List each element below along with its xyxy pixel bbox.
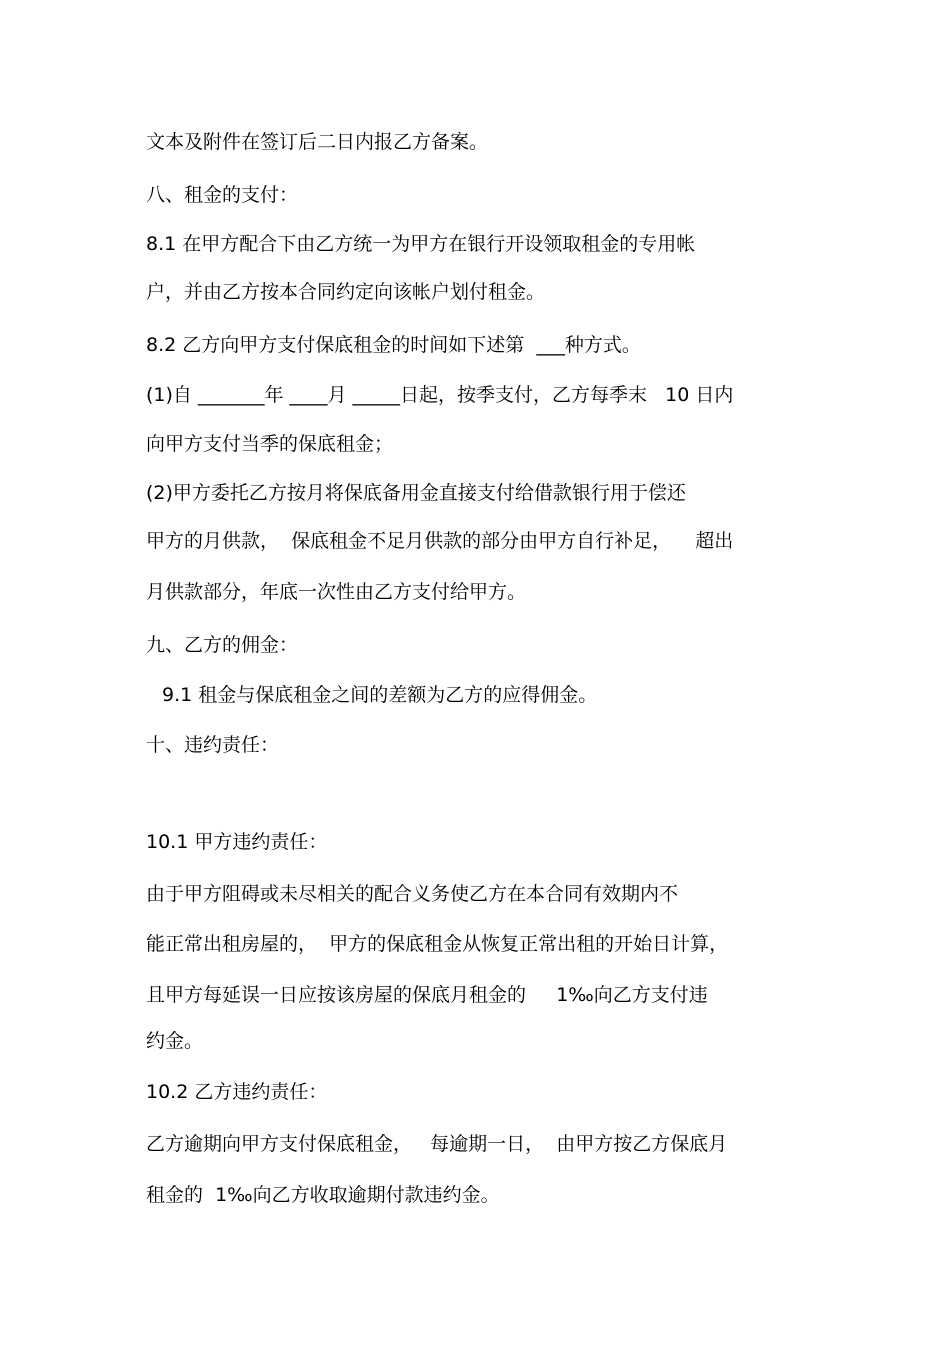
- clause-8-1: 8.1 在甲方配合下由乙方统一为甲方在银行开设领取租金的专用帐: [146, 233, 696, 255]
- text-line: 约金。: [146, 1030, 204, 1052]
- text-line: 由于甲方阻碍或未尽相关的配合义务使乙方在本合同有效期内不: [146, 883, 679, 905]
- text-line: 乙方逾期向甲方支付保底租金， 每逾期一日， 由甲方按乙方保底月: [146, 1133, 728, 1155]
- clause-8-2: 8.2 乙方向甲方支付保底租金的时间如下述第 ___种方式。: [146, 334, 641, 356]
- text-line: 能正常出租房屋的， 甲方的保底租金从恢复正常出租的开始日计算，: [146, 933, 729, 955]
- clause-10-1-heading: 10.1 甲方违约责任：: [146, 831, 328, 853]
- text-line: 文本及附件在签订后二日内报乙方备案。: [146, 131, 489, 153]
- clause-9-1: 9.1 租金与保底租金之间的差额为乙方的应得佣金。: [162, 684, 598, 706]
- text-line: 甲方的月供款， 保底租金不足月供款的部分由甲方自行补足， 超出: [146, 530, 734, 552]
- clause-10-2-heading: 10.2 乙方违约责任：: [146, 1081, 328, 1103]
- section-heading-8: 八、租金的支付：: [146, 184, 299, 206]
- text-line: 且甲方每延误一日应按该房屋的保底月租金的 1‰向乙方支付违: [146, 984, 708, 1006]
- section-heading-10: 十、违约责任：: [146, 734, 280, 756]
- text-line: 向甲方支付当季的保底租金；: [146, 433, 394, 455]
- text-line: 户，并由乙方按本合同约定向该帐户划付租金。: [146, 281, 546, 303]
- text-line: 月供款部分，年底一次性由乙方支付给甲方。: [146, 581, 527, 603]
- option-1: (1)自 _______年 ____月 _____日起，按季支付，乙方每季末 10 日内: [146, 384, 734, 406]
- section-heading-9: 九、乙方的佣金：: [146, 634, 299, 656]
- option-2: (2)甲方委托乙方按月将保底备用金直接支付给借款银行用于偿还: [146, 482, 686, 504]
- text-line: 租金的 1‰向乙方收取逾期付款违约金。: [146, 1184, 500, 1206]
